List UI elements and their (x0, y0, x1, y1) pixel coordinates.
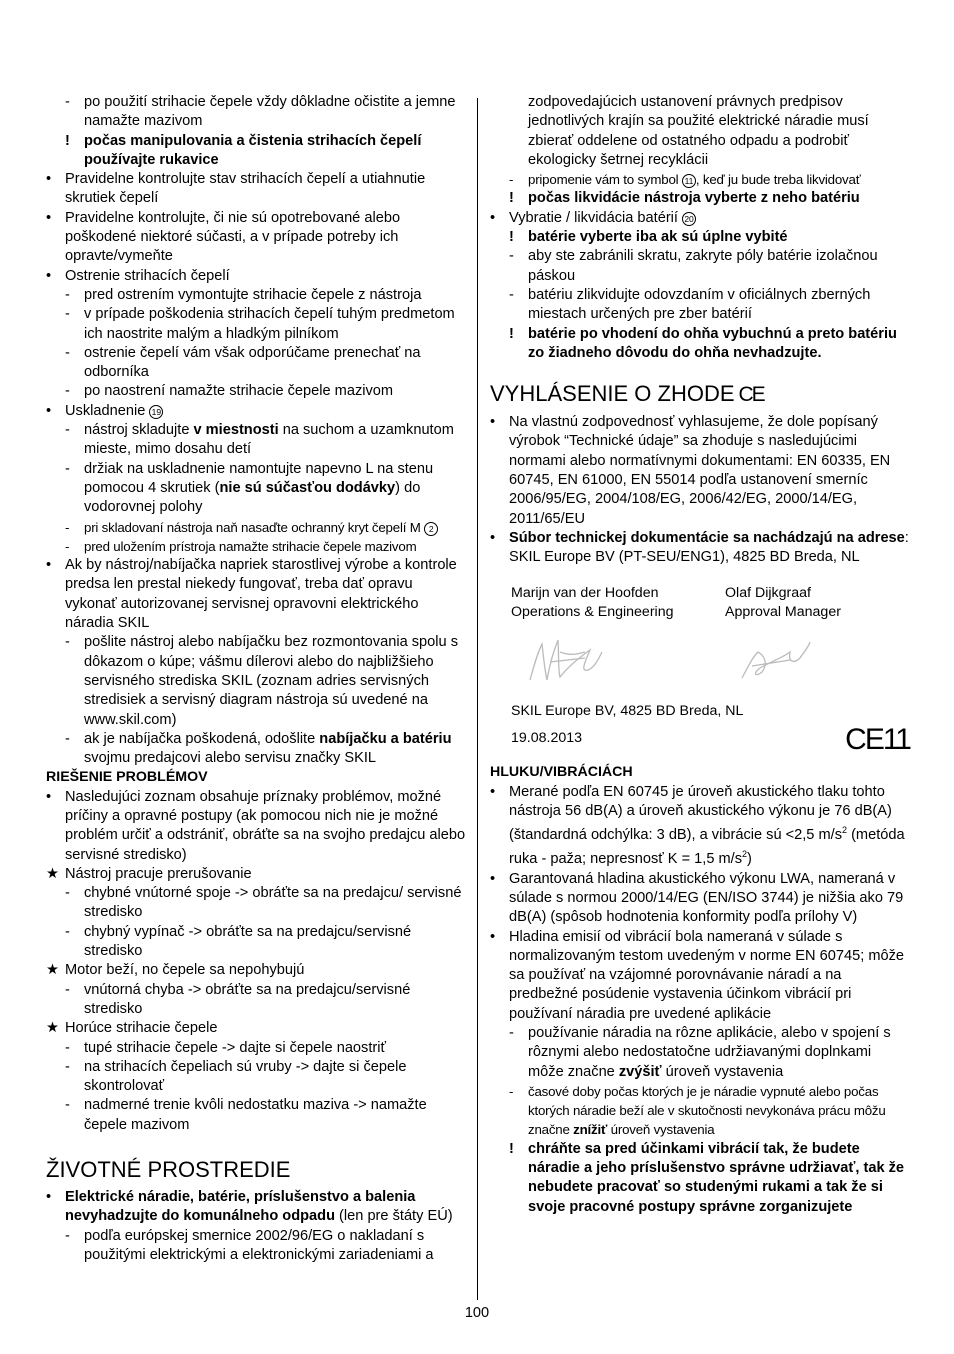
dash-marker: - (65, 306, 70, 323)
bullet-marker: • (490, 209, 496, 226)
ce-icon: CE (738, 383, 764, 407)
dash-marker: - (65, 923, 70, 940)
warning-item (490, 1140, 910, 1217)
right-column (490, 93, 910, 1217)
list-item (46, 1096, 466, 1135)
list-item (46, 633, 466, 729)
list-item (490, 870, 910, 928)
item-text: zodpovedajúcich ustanovení právnych predpisov jednotlivých krajín sa použité elektrické náradie musí zbierať oddelene od ostatného odpadu a podrobiť ekologicky šetrnej recyklácii (528, 94, 869, 168)
circled-number: 19 (149, 405, 163, 419)
item-text: v prípade poškodenia strihacích čepelí tuhým predmetom ich naostrite malým a hladkým pilníkom (84, 306, 455, 342)
signature-olaf (742, 642, 810, 678)
list-item (46, 402, 466, 421)
bullet-marker: • (46, 209, 52, 226)
star-marker: ★ (46, 1020, 60, 1037)
item-text: batérie vyberte iba ak sú úplne vybité (528, 229, 788, 246)
item-text: pošlite nástroj alebo nabíjačku bez rozmontovania spolu s dôkazom o kúpe; vášmu dílerovi alebo do najbližšieho servisného strediska SKIL (zoznam adries servisných stredisiek a servisný diagram nástroja sú uvedené na www.skil.com) (84, 634, 458, 728)
item-text: po použití strihacie čepele vždy dôkladne očistite a jemne namažte mazivom (84, 94, 456, 130)
dash-marker: - (65, 634, 70, 651)
section-title: ŽIVOTNÉ PROSTREDIE (46, 1157, 291, 1183)
dash-marker: - (509, 1025, 514, 1041)
list-item (46, 1227, 466, 1266)
column-divider (477, 98, 478, 1300)
warning-item (490, 228, 910, 247)
dash-marker: - (65, 1039, 70, 1056)
list-item (490, 170, 910, 189)
list-item (46, 865, 466, 884)
list-item (46, 537, 466, 556)
item-text: Nástroj pracuje prerušovanie (65, 865, 252, 882)
bullet-marker: • (46, 788, 52, 805)
star-marker: ★ (46, 865, 60, 882)
item-text: vnútorná chyba -> obráťte sa na predajcu/servisné stredisko (84, 981, 411, 1017)
dash-marker: - (65, 286, 70, 303)
item-text: Pravidelne kontrolujte stav strihacích čepelí a utiahnutie skrutiek čepelí (65, 171, 426, 207)
bullet-marker: • (46, 402, 52, 419)
exclamation-marker: ! (509, 325, 514, 342)
list-item (490, 413, 910, 529)
item-text: držiak na uskladnenie namontujte napevno L na stenu pomocou 4 skrutiek ( (84, 460, 434, 496)
list-item (46, 1039, 466, 1058)
item-text: počas manipulovania a čistenia strihacích čepelí používajte rukavice (84, 132, 422, 168)
item-text-bold: Súbor technickej dokumentácie sa nachádzajú na adrese (509, 529, 905, 546)
list-item (490, 286, 910, 325)
list-item (46, 170, 466, 209)
exclamation-marker: ! (509, 229, 514, 246)
item-text: ak je nabíjačka poškodená, odošlite (84, 730, 320, 747)
list-item (490, 1024, 910, 1082)
item-text: aby ste zabránili skratu, zakryte póly batérie izolačnou páskou (528, 248, 878, 284)
left-column (46, 93, 466, 1265)
item-text: podľa európskej smernice 2002/96/EG o nakladaní s použitými elektrickými a elektronickými zariadeniami a (84, 1227, 434, 1263)
list-item-continued (490, 93, 910, 170)
item-text: chybné vnútorné spoje -> obráťte sa na predajcu/ servisné stredisko (84, 885, 462, 921)
item-text: , keď ju bude treba likvidovať (695, 172, 861, 188)
dash-marker: - (65, 344, 70, 361)
list-item (46, 1058, 466, 1097)
item-text: : SKIL Europe BV (PT-SEU/ENG1), 4825 BD Breda, NL (509, 529, 909, 566)
item-text: nástroj skladujte (84, 422, 194, 439)
list-item (490, 928, 910, 1024)
list-item (46, 344, 466, 383)
list-item (46, 286, 466, 305)
signatures (490, 622, 910, 702)
circled-number: 11 (682, 174, 696, 188)
company-address: SKIL Europe BV, 4825 BD Breda, NL (511, 703, 744, 720)
dash-marker: - (65, 885, 70, 902)
signatory (511, 584, 725, 623)
list-item (46, 961, 466, 980)
date-row (490, 723, 910, 757)
bullet-marker: • (490, 414, 496, 431)
bullet-marker: • (46, 1189, 52, 1206)
signatory-name: Olaf Dijkgraaf (725, 584, 811, 601)
dash-marker: - (65, 383, 70, 400)
signature-images (490, 622, 910, 702)
circled-number: 2 (424, 522, 438, 536)
dash-marker: - (65, 94, 70, 110)
item-text: svojmu predajcovi alebo servisu značky SKIL (84, 750, 377, 767)
item-text: batérie po vhodení do ohňa vybuchnú a preto batériu zo žiadneho dôvodu do ohňa nevhadzujte. (528, 325, 897, 361)
list-item (46, 421, 466, 460)
warning-item (490, 325, 910, 364)
dash-marker: - (65, 981, 70, 998)
list-item (46, 884, 466, 923)
list-item (490, 1082, 910, 1140)
item-text: Hladina emisií od vibrácií bola nameraná v súlade s normalizovaným testom uvedeným v norme EN 60745; môže sa používať na vzájomné porovnávanie náradí a na predbežné posúdenie vystavenia účinkom vibrácií pri používaní náradia pre uvedené aplikácie (509, 928, 905, 1022)
section-heading: RIEŠENIE PROBLÉMOV (46, 769, 208, 786)
exclamation-marker: ! (509, 1140, 514, 1157)
dash-marker: - (65, 1058, 70, 1075)
item-text-bold: nabíjačku a batériu (319, 730, 452, 747)
bullet-marker: • (490, 529, 496, 546)
item-text-bold: zvýšiť (618, 1063, 662, 1080)
item-text: pri skladovaní nástroja naň nasaďte ochranný kryt čepelí M (84, 519, 421, 535)
bullet-marker: • (46, 267, 52, 284)
list-item (46, 305, 466, 344)
signatory-title: Operations & Engineering (511, 603, 674, 620)
item-text: pripomenie vám to symbol (528, 172, 682, 188)
item-text: nadmerné trenie kvôli nedostatku maziva -> namažte čepele mazivom (84, 1097, 427, 1133)
item-text: Motor beží, no čepele sa nepohybujú (65, 962, 305, 979)
bullet-marker: • (490, 928, 496, 945)
item-text: chráňte sa pred účinkami vibrácií tak, že budete náradie a jeho príslušenstvo správne udržiavať, tak že nebudete pracovať so studenými rukami a tak že si svoje pracovné postupy správne zorganizujete (528, 1140, 905, 1215)
item-text-bold: nie sú súčasťou dodávky (219, 479, 396, 496)
item-text: Uskladnenie (65, 402, 146, 419)
dash-marker: - (509, 1083, 514, 1099)
item-text: po naostrení namažte strihacie čepele mazivom (84, 383, 394, 400)
bullet-marker: • (490, 783, 496, 800)
superscript: 2 (842, 825, 848, 836)
list-item (490, 209, 910, 228)
bullet-marker: • (46, 171, 52, 188)
item-text: Ak by nástroj/nabíjačka napriek starostlivej výrobe a kontrole predsa len prestal niekedy fungovať, treba dať opravu vykonať autorizovanej servisnej opravovni elektrického náradia SKIL (65, 557, 457, 632)
item-text: na strihacích čepeliach sú vruby -> dajte si čepele skontrolovať (84, 1058, 407, 1095)
list-item (46, 460, 466, 518)
list-item (46, 518, 466, 537)
dash-marker: - (509, 248, 514, 265)
bullet-marker: • (490, 870, 496, 887)
declaration-date: 19.08.2013 (511, 730, 583, 747)
item-text: ) do vodorovnej polohy (84, 479, 421, 516)
item-text-bold: znížiť (573, 1122, 608, 1138)
dash-marker: - (65, 730, 70, 747)
dash-marker: - (65, 538, 70, 554)
item-text: Vybratie / likvidácia batérií (509, 209, 678, 226)
item-text-bold: Elektrické náradie, batérie, príslušenstvo a balenia nevyhadzujte do komunálneho odpadu (65, 1189, 416, 1225)
dash-marker: - (65, 422, 70, 439)
item-text: Ostrenie strihacích čepelí (65, 267, 230, 284)
circled-number: 20 (682, 212, 696, 226)
dash-marker: - (65, 460, 70, 477)
signatory-title: Approval Manager (725, 603, 841, 620)
item-text: počas likvidácie nástroja vyberte z neho batériu (528, 190, 860, 207)
list-item (46, 730, 466, 769)
list-item (46, 556, 466, 633)
item-text: Merané podľa EN 60745 je úroveň akustického tlaku tohto nástroja 56 dB(A) a úroveň akustického výkonu je 76 dB(A) (štandardná odchýlka: 3 dB), a vibrácie sú <2,5 m/s (509, 783, 892, 844)
dash-marker: - (65, 1227, 70, 1244)
warning-item (46, 132, 466, 171)
item-text: (metóda ruka - paža; nepresnosť K = 1,5 m/s (509, 827, 905, 868)
list-item (46, 209, 466, 267)
item-text: ostrenie čepelí vám však odporúčame prenechať na odborníka (84, 344, 421, 381)
page-number: 100 (464, 1305, 490, 1321)
dash-marker: - (509, 172, 514, 188)
ce-mark-icon: CE11 (845, 723, 910, 757)
list-item (46, 1019, 466, 1038)
exclamation-marker: ! (509, 190, 514, 207)
item-text: Pravidelne kontrolujte, či nie sú opotrebované alebo poškodené niektoré súčasti, a v prípade potreby ich opravte/vymeňte (65, 209, 401, 265)
item-text: časové doby počas ktorých je je náradie vypnuté alebo počas ktorých náradie beží ale v skutočnosti nevykonáva prácu môžu značne (528, 1083, 886, 1138)
item-text: Nasledujúci zoznam obsahuje príznaky problémov, možné príčiny a opravné postupy (ak pomocou nich nie je možné problém určiť a odstrániť, obráťte sa na svojho predajcu alebo servisné stredisko) (65, 788, 466, 863)
item-text: (len pre štáty EÚ) (335, 1208, 453, 1225)
item-text: batériu zlikvidujte odovzdaním v oficiálnych zberných miestach určených pre zber batérií (528, 286, 871, 323)
item-text-bold: v miestnosti (193, 422, 279, 439)
section-title (490, 381, 910, 408)
list-item (490, 783, 910, 870)
item-text: na suchom a uzamknutom mieste, mimo dosahu detí (84, 422, 454, 458)
item-text: používanie náradia na rôzne aplikácie, alebo v spojení s rôznymi alebo nedostatočne udržiavanými doplnkami môže značne (528, 1025, 891, 1080)
list-item (46, 788, 466, 865)
list-item (46, 267, 466, 286)
warning-item (490, 189, 910, 208)
item-text: tupé strihacie čepele -> dajte si čepele naostriť (84, 1039, 386, 1056)
exclamation-marker: ! (65, 132, 70, 149)
signatories (511, 584, 910, 623)
signatory-name: Marijn van der Hoofden (511, 584, 659, 601)
item-text: Horúce strihacie čepele (65, 1020, 218, 1037)
item-text: úroveň vystavenia (661, 1063, 784, 1080)
list-item (46, 923, 466, 962)
item-text: ) (747, 851, 752, 868)
item-text: pred ostrením vymontujte strihacie čepele z nástroja (84, 286, 422, 303)
signatory (725, 584, 841, 623)
item-text: pred uložením prístroja namažte strihacie čepele mazivom (84, 538, 417, 554)
list-item (46, 93, 466, 132)
item-text: Na vlastnú zodpovednosť vyhlasujeme, že dole popísaný výrobok “Technické údaje” sa zhoduje s nasledujúcimi normami alebo normatívnymi dokumentami: EN 60335, EN 60745, EN 61000, EN 55014 podľa ustanovení smerníc 2006/95/EG, 2004/108/EG, 2006/42/EG, 2000/14/EG, 2011/65/EU (509, 414, 891, 527)
dash-marker: - (65, 519, 70, 535)
section-heading: HLUKU/VIBRÁCIÁCH (490, 764, 633, 781)
item-text: Garantovaná hladina akustického výkonu LWA, nameraná v súlade s normou 2000/14/EG (EN/ISO 3744) je nižšia ako 79 dB(A) (spôsob hodnotenia konformity podľa prílohy V) (509, 870, 904, 926)
dash-marker: - (65, 1097, 70, 1114)
list-item (46, 382, 466, 401)
list-item (490, 529, 910, 568)
superscript: 2 (742, 849, 748, 860)
item-text: chybný vypínač -> obráťte sa na predajcu/servisné stredisko (84, 923, 412, 960)
star-marker: ★ (46, 962, 60, 979)
item-text: úroveň vystavenia (607, 1122, 715, 1138)
section-title-text: VYHLÁSENIE O ZHODE (490, 381, 735, 407)
list-item (46, 1188, 466, 1227)
bullet-marker: • (46, 557, 52, 574)
dash-marker: - (509, 286, 514, 303)
list-item (490, 247, 910, 286)
list-item (46, 981, 466, 1020)
signature-marijn (530, 640, 602, 680)
